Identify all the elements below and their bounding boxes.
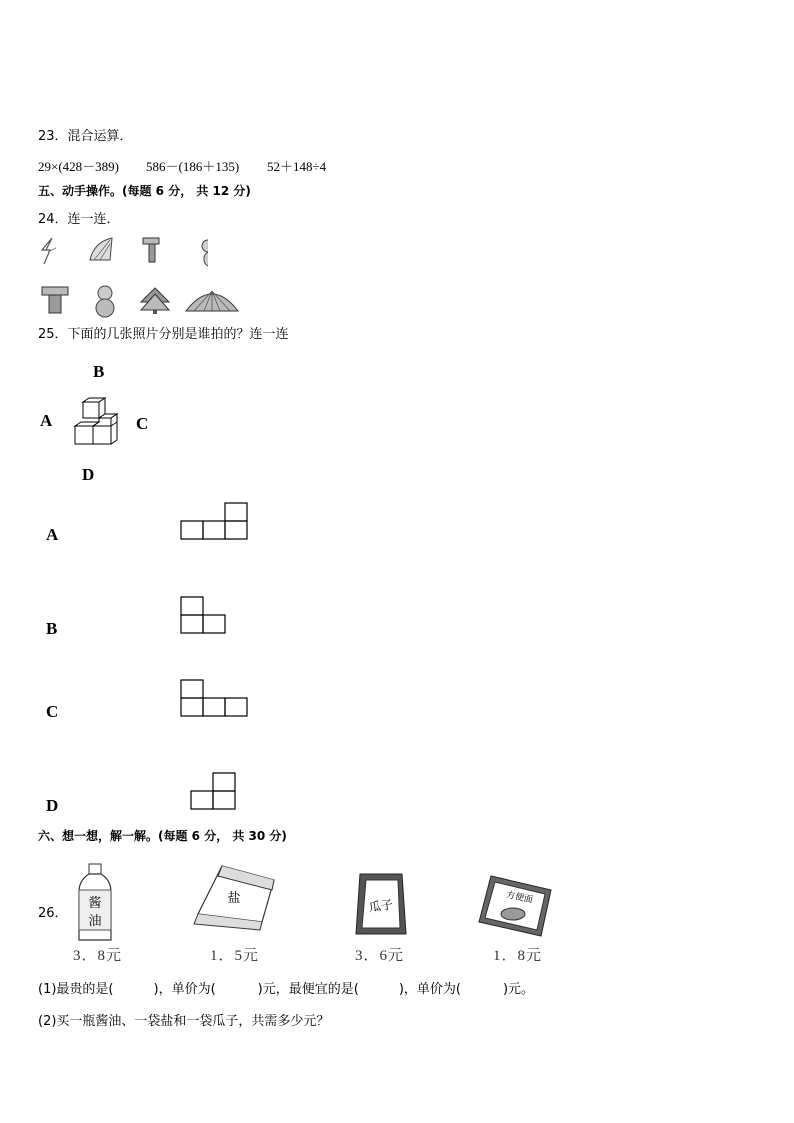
q23-expression-3: 52＋148÷4 [267, 159, 327, 174]
soy-sauce-price: 3．8元 [73, 948, 123, 964]
view-c-figure [181, 679, 251, 719]
q26-sub1 [38, 978, 534, 997]
observer-label-d: D [82, 465, 95, 484]
seeds-label: 瓜子 [368, 897, 394, 915]
section-5-heading: 五、动手操作。(每题 6 分， 共 12 分) [38, 184, 251, 198]
view-d-figure [191, 772, 241, 812]
lightning-shape-icon [38, 236, 62, 266]
view-label-d: D [46, 796, 59, 815]
q26-sub1-text-a: (1)最贵的是( [38, 982, 114, 997]
q23-title: 23．混合运算． [38, 129, 133, 144]
q26-number: 26． [38, 906, 68, 921]
view-label-b: B [46, 619, 58, 638]
sunflower-seeds-price: 3．6元 [355, 948, 405, 964]
soy-sauce-label-2: 油 [88, 914, 102, 929]
sunflower-seeds-bag-icon [352, 870, 410, 938]
q26-sub1-text-b: )，单价为( [153, 982, 216, 997]
instant-noodles-bag-icon [473, 874, 553, 940]
umbrella-quarter-icon [88, 236, 116, 262]
view-label-c: C [46, 702, 59, 721]
q23-expression-1: 29×(428－389) [38, 159, 119, 174]
q24-title: 24．连一连． [38, 212, 120, 227]
pine-tree-icon [139, 286, 171, 314]
view-b-figure [181, 596, 231, 636]
salt-bag-icon [192, 862, 278, 932]
table-side-icon [141, 236, 163, 264]
cube-stack-figure [70, 396, 122, 450]
observer-label-a: A [40, 411, 53, 430]
q23-expression-2: 586－(186＋135) [146, 159, 240, 174]
soy-sauce-label-1: 酱 [88, 896, 102, 911]
salt-label: 盐 [227, 891, 241, 906]
q26-sub1-text-c: )元，最便宜的是( [257, 982, 359, 997]
table-front-icon [40, 285, 70, 315]
umbrella-open-icon [184, 287, 240, 313]
view-a-figure [181, 502, 251, 542]
q26-sub1-text-e: )元。 [502, 982, 535, 997]
section-6-heading: 六、想一想，解一解。(每题 6 分， 共 30 分) [38, 829, 287, 843]
q26-sub1-text-d: )，单价为( [398, 982, 461, 997]
instant-noodles-price: 1．8元 [493, 948, 543, 964]
snowman-half-icon [196, 236, 212, 268]
observer-label-c: C [136, 414, 149, 433]
soy-sauce-bottle-icon [75, 862, 115, 944]
noodles-label: 方便面 [505, 890, 534, 906]
salt-price: 1．5元 [210, 948, 260, 964]
observer-label-b: B [93, 362, 105, 381]
view-label-a: A [46, 525, 59, 544]
q25-title: 25．下面的几张照片分别是谁拍的？连一连 [38, 327, 289, 342]
q26-sub2: (2)买一瓶酱油、一袋盐和一袋瓜子，共需多少元？ [38, 1014, 330, 1029]
snowman-icon [92, 284, 118, 318]
